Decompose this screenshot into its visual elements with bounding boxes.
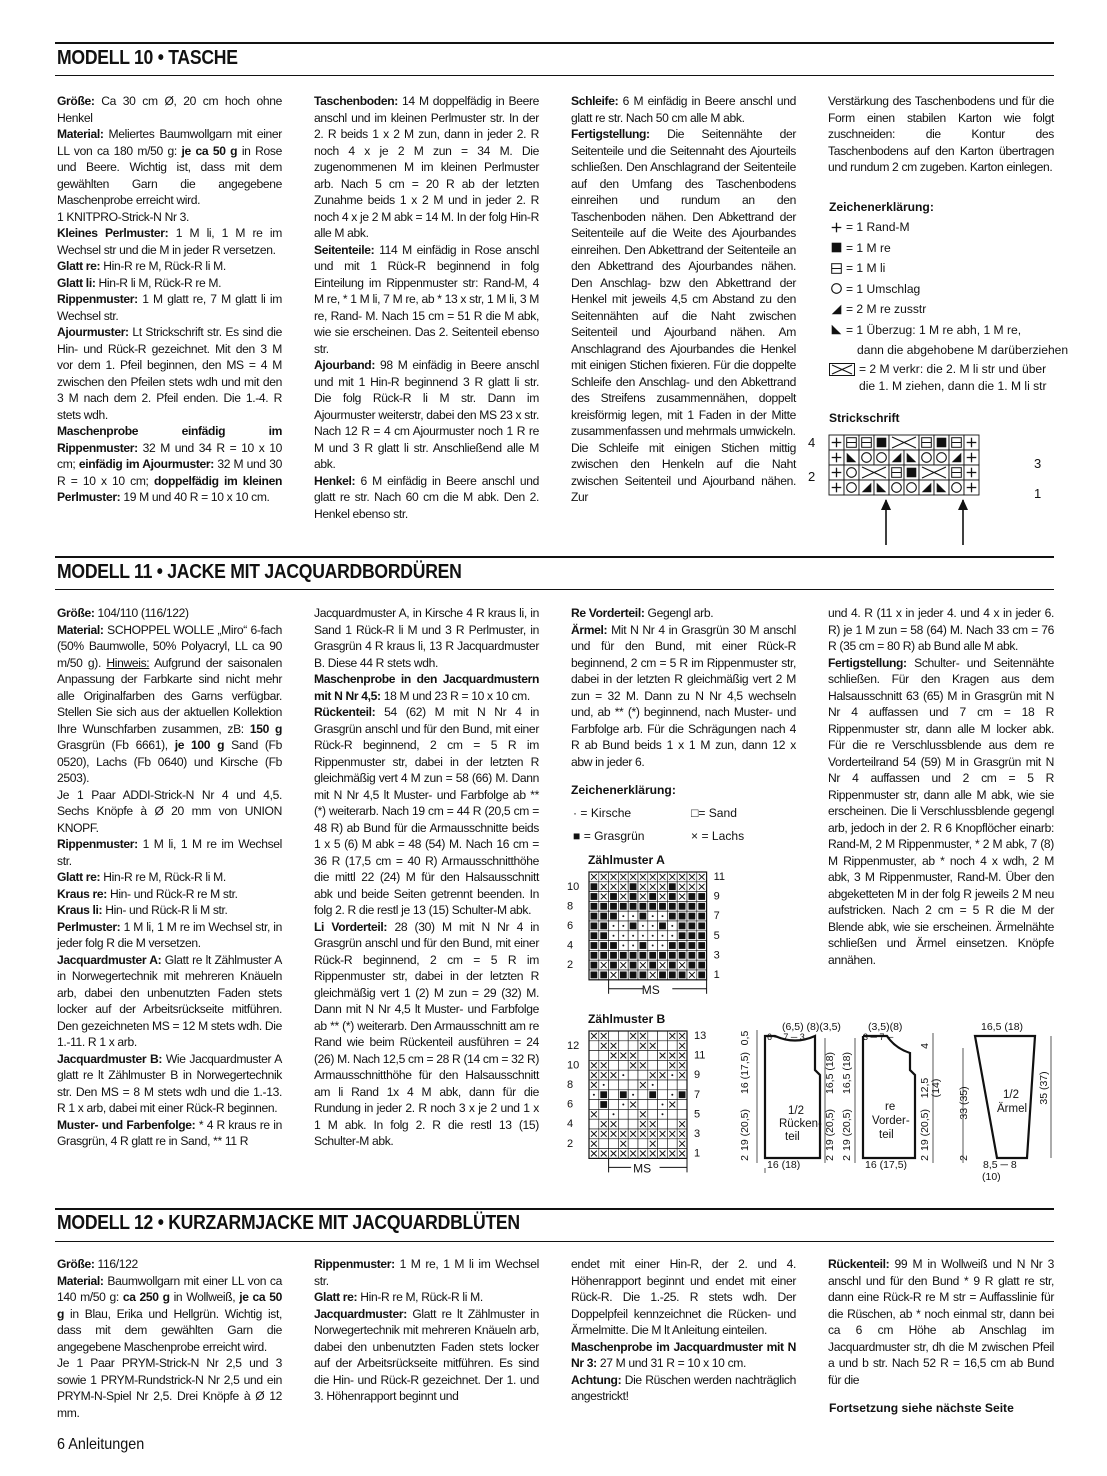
dimension-label: 16,5 (18) [824,1051,836,1095]
modell10-legend [829,217,1068,395]
paragraph-text: Ca 30 cm Ø, 20 cm hoch ohne Henkel [57,94,282,125]
paragraph-heading: Maschenprobe in den Jacquardmustern mit N Nr 4,5: [314,672,539,703]
paragraph-text: Mit N Nr 4 in Grasgrün 30 M anschl und für den Bund, mit einer Rück-R beginnend, 2 cm = 5 R im Rippenmuster str, dabei in der letzten R gleichmäßig vert 2 M zun = 32 M. Dann zu N Nr 4,5 wechseln und, ab ** (*) beginnend, nach Muster- und Farbfolge arb. Für die Schrägungen nach 4 R ab Bund beids 1 x 1 M zun, dann 12 x abw in jeder 6. [571,622,796,769]
paragraph [57,1355,282,1421]
dimension-label: (14) [930,1078,942,1098]
legend-text: die 1. M ziehen, dann die 1. M li str [859,378,1047,393]
grasgruen-symbol: ■ [573,829,581,843]
dimension-label: teil [879,1129,894,1141]
section-rule [55,589,1054,590]
paragraph-heading: Rückenteil: [314,705,376,719]
section-title-modell12: MODELL 12 • KURZARMJACKE MIT JACQUARDBLÜTEN [57,1212,520,1234]
dimension-label: Rücken- [779,1118,822,1130]
row-label: 5 [713,929,720,942]
paragraph [57,258,282,275]
paragraph-heading: Maschenprobe im Jacquardmuster mit N Nr 3: [571,1339,796,1370]
legend-title: Zeichenerklärung: [571,783,676,797]
paragraph-heading: Rippenmuster: [57,837,138,851]
paragraph-text: Hinweis: [106,655,150,670]
paragraph-text: Wie Jacquardmuster A glatt re lt Zählmuster B in Norwegertechnik str. Den MS = 8 M stets wdh und die 1.-13. R 1 x arb, dabei mit einer Rück-R beginnen. [57,1051,282,1115]
paragraph-heading: Jacquardmuster B: [57,1051,163,1066]
paragraph [57,605,282,622]
paragraph [57,869,282,886]
paragraph-heading: Glatt re: [57,259,101,273]
legend-row [829,299,1068,320]
dimension-label: 1/2 [1003,1089,1019,1101]
legend-text: = 2 M re zusstr [846,302,927,316]
paragraph-heading: ca 250 g [122,1290,170,1304]
cross-icon [829,363,855,376]
paragraph-text: Die Rüschen werden nachträglich angestrickt! [571,1372,796,1403]
paragraph-text: * 4 R kraus re in Grasgrün, 4 R glatt re in Sand, ** 11 R [57,1117,282,1148]
paragraph-text: Die Schleife mit einigen Stichen mittig zwischen den Henkeln auf die Naht zwischen Seitenteil und Ajourband nähen. Zur [571,440,796,504]
paragraph [57,622,282,787]
dimension-label: 6 ─ 7 ─ 3 [767,1032,805,1042]
paragraph [314,473,539,523]
paragraph-heading: Rückenteil: [828,1257,890,1271]
legend-text: = 1 Überzug: 1 M re abh, 1 M re, [846,322,1022,337]
legend-row [829,238,1068,259]
paragraph [57,93,282,126]
row-label: 10 [567,1059,580,1072]
paragraph-heading: Kleines Perlmuster: [57,226,169,240]
paragraph-heading: Jacquardmuster: [314,1306,407,1321]
paragraph [57,275,282,292]
paragraph-text: 18 M und 23 R = 10 x 10 cm. [380,688,530,703]
paragraph-text: 1 M re, 1 M li im Wechsel str. [314,1257,539,1288]
dimension-label: 19 (20,5) [824,1108,836,1152]
modell10-column-4: Verstärkung des Taschenbodens und für die Form einen stabilen Karton wie folgt zuschneiden: die Kontur des Taschenbodens auf den Karton übertragen und rundum 2 cm zugeben. Karton einlegen. [828,94,1054,174]
legend-row [829,258,1068,279]
zaehlmuster-a-chart [565,868,740,1008]
paragraph [571,1339,796,1372]
dimension-label: Ärmel [997,1103,1028,1115]
paragraph-text: in Blau, Erika und Hellgrün. Wichtig ist, dass mit dem gewählten Garn die angegebene Maschenprobe erreicht wird. [57,1306,282,1354]
paragraph-text: 54 (62) M mit N Nr 4 in Grasgrün anschl und für den Bund, mit einer Rück-R beginnend, 2 cm = 5 R im Rippenmuster str, dabei in der letzten R gleichmäßig vert 4 M zun = 58 (66) M. Dann mit N Nr 4,5 lt Muster- und Farbfolge ab ** (*) weiterarb. Nach 19 cm = 44 R (20,5 cm = 48 R) ab Bund für die Armausschnitte beids 1 x 5 (6) M abk = 48 (54) M. Nach 16 cm = 36 R (17,5 cm = 40 R) Armausschnitthöhe die mittl 22 (24) M für den Halsausschnitt abk und beide Seiten getrennt beenden. In folg 2. R die restl je 13 (15) Schulter-M abk. [314,705,539,917]
row-label: 2 [808,469,816,484]
legend-row [829,217,1068,238]
modell10-column-1 [57,93,282,506]
paragraph [571,1372,796,1405]
modell10-column-3 [571,93,796,506]
section-title-modell10: MODELL 10 • TASCHE [57,47,238,69]
dimension-label: 3 ─ 7 ─ [863,1032,894,1042]
paragraph-text: SCHOPPEL WOLLE „Miro“ 6-fach (50% Baumwolle, 50% Polyacryl, LL ca 90 m/50 g). [57,622,282,670]
ms-label: MS [633,1161,652,1176]
row-label: 3 [713,949,720,962]
paragraph-heading: je 100 g [174,738,225,752]
dimension-label: 1/2 [788,1105,804,1117]
modell12-column-4 [828,1256,1054,1388]
paragraph-text: Glatt re lt Zählmuster A in Norwegertechnik mit mehreren Knäueln arb, dabei den unbenutzten Faden stets locker auf der Arbeitsrückseite mitführen. Den gezeichneten MS = 12 M stets wdh. Die 1.-11. R 1 x arb. [57,952,282,1049]
dimension-label: 2 [841,1155,853,1161]
dimension-label: teil [785,1131,800,1143]
row-label: 8 [567,900,574,913]
modell10-column-2 [314,93,539,522]
paragraph [314,671,539,704]
paragraph-heading: Perlmuster: [57,919,121,934]
paragraph-text: 1 M glatt re, 7 M glatt li im Wechsel str. [57,292,282,323]
dimension-label: 16 (17,5) [739,1051,751,1095]
paragraph [314,1256,539,1289]
legend-row [829,340,1068,361]
paragraph-heading: Kraus re: [57,886,107,901]
paragraph-heading: Li Vorderteil: [314,919,388,934]
paragraph-heading: Schleife: [571,94,619,108]
paragraph [571,440,796,506]
paragraph-text: 14 M doppelfädig in Beere anschl und im kleinen Perlmuster str. In der 2. R beids 1 x 2 M zun, dann in jeder 2. R noch 4 x je 2 M zun = 34 M. Die zugenommenen M im kleinen Perlmuster arb. Nach 5 cm = 20 R ab der letzten Zunahme beids 1 x 2 M und in jeder 2. R noch 4 x je 2 M abk = 14 M. In der folg Hin-R alle M abk. [314,94,539,240]
paragraph [571,622,796,771]
paragraph-heading: je ca 50 g [57,1290,282,1321]
paragraph-heading: Fertigstellung: [571,127,650,141]
modell12-column-3 [571,1256,796,1405]
paragraph-text: Hin- und Rück-R re M str. [106,886,238,901]
paragraph-text: Je 1 Paar PRYM-Strick-N Nr 2,5 und 3 sowie 1 PRYM-Rundstrick-N Nr 2,5 und ein PRYM-N-Spiel Nr 2,5. Drei Knöpfe à Ø 12 mm. [57,1356,282,1420]
sand-symbol: □ [691,806,699,820]
modell11-legend [573,802,773,848]
paragraph-text: Hin-R re M, Rück-R li M. [357,1290,483,1304]
paragraph-text: 32 M und 34 R = 10 x 10 cm; [57,440,282,471]
paragraph-text: 6 M einfädig in Beere anschl und glatt re str. Nach 60 cm die M abk. Den 2. Henkel ebenso str. [314,473,539,521]
dimension-label: (10) [982,1171,1001,1183]
paragraph [57,291,282,324]
paragraph [571,605,796,622]
row-label: 4 [567,939,574,952]
modell11-column-2 [314,605,539,1150]
dimension-label: 16,5 (18) [981,1021,1024,1033]
lachs-symbol: × [691,829,699,843]
paragraph-heading: Glatt re: [57,870,101,884]
legend-text: = 1 M re [846,240,891,255]
row-label: 8 [567,1079,574,1091]
row-label: 2 [567,959,574,972]
dimension-label: 35 (37) [1038,1071,1050,1105]
paragraph-text: endet mit einer Hin-R, der 2. und 4. Höhenrapport beginnt und endet mit einer Rück-R. Die 1.-25. R stets wdh. Der Doppelpfeil kennzeichnet die Rücken- und Ärmelmitte. Die M lt Anleitung einteilen. [571,1257,796,1337]
paragraph-heading: Material: [57,1273,104,1288]
paragraph [57,1256,282,1273]
paragraph-text: in Rose und Beere. Wichtig ist, dass mit dem gewählten Garn die angegebene Maschenprobe erreicht wird. [57,143,282,207]
paragraph-heading: Material: [57,622,104,637]
legend-text: = Lachs [701,829,745,843]
paragraph-text: 6 M einfädig in Beere anschl und glatt re str. Nach 50 cm alle M abk. [571,94,796,125]
dimension-label: 33 (35) [958,1086,970,1120]
paragraph [57,952,282,1051]
dimension-label: 2 [739,1155,751,1161]
paragraph-heading: Fertigstellung: [828,655,907,670]
legend-row [829,320,1068,341]
paragraph-heading: Achtung: [571,1372,622,1387]
paragraph-text: Gegengl arb. [644,606,714,620]
paragraph-text: Schulter- und Seitennähte schließen. Für den Kragen aus dem Halsausschnitt 63 (65) M in Grasgrün mit N Nr 4 auffassen und 7 cm = 18 R Rippenmuster str, dann alle M locker abk. Für die re Verschlussblende aus dem re Vorderteilrand 54 (59) M in Grasgrün mit N Nr 4 auffassen und 2 cm = 5 R Rippenmuster str, dann alle M abk, wie sie erscheinen. Die li Verschlussblende gegengl arb, jedoch in der 2. R 6 Knopflöcher einarb: Rand-M, 2 M Rippenmuster, * 2 M abk, 7 (8) M Rippenmuster, ab * noch 4 x wdh, 2 M abk, 3 M Rippenmuster, Rand-M. Über den abgeketteten M in der folg R jeweils 2 M neu aufstricken. Nach 2 cm = 5 R die M der Blende abk, wie sie erscheinen. Ärmelnähte schließen und Ärmel einsetzen. Knöpfe annähen. [828,655,1054,967]
plus-icon [829,220,844,235]
paragraph-text: und 4. R (11 x in jeder 4. und 4 x in jeder 6. R) je 1 M zun = 58 (64) M. Nach 33 cm = 76 R (35 cm = 80 R) ab Bund alle M abk. [828,606,1054,653]
row-label: 9 [694,1069,701,1082]
row-label: 13 [694,1030,707,1042]
dimension-label: 16 (18) [767,1159,801,1171]
paragraph [314,1289,539,1306]
paragraph [828,605,1054,655]
zaehlmuster-b-title: Zählmuster B [588,1012,666,1026]
paragraph [571,1256,796,1339]
paragraph-text: 27 M und 31 R = 10 x 10 cm. [596,1356,746,1370]
paragraph [571,93,796,126]
continued-note: Fortsetzung siehe nächste Seite [829,1401,1014,1415]
legend-text: = 1 Rand-M [846,220,910,234]
zaehlmuster-b-chart [565,1027,715,1187]
paragraph-heading: Größe: [57,606,95,620]
arrow-head [881,499,891,510]
row-label: 11 [694,1049,706,1062]
row-label: 1 [713,969,720,981]
paragraph [57,126,282,209]
dimension-label: Vorder- [872,1115,910,1127]
paragraph-heading: einfädig im Ajourmuster: [78,457,214,471]
paragraph-heading: 150 g [249,721,282,736]
modell11-column-4 [828,605,1054,968]
page-footer: 6 Anleitungen [57,1436,145,1453]
paragraph-text: Aufgrund der saisonalen Anpassung der Farbkarte sind nicht mehr alle Originalfarben des Garns verfügbar. Stellen Sie sich aus der aktuellen Kollektion Ihre Wunschfarben zusammen, zB: [57,655,282,736]
dimension-label: 8,5 ─ 8 [983,1159,1017,1171]
paragraph-text: Jacquardmuster A, in Kirsche 4 R kraus li, in Sand 1 Rück-R li M und 3 R Perlmuster, in Grasgrün 4 R kraus li, 13 R Jacquardmuster B. Diese 44 R stets wdh. [314,606,539,670]
row-label: 7 [713,910,720,923]
row-label: 4 [567,1118,574,1131]
row-label: 1 [1034,486,1042,501]
arrow-head [958,499,968,510]
modell12-column-2 [314,1256,539,1405]
legend-text: = 1 M li [846,261,886,275]
legend-row [829,279,1068,300]
modell12-column-1 [57,1256,282,1421]
row-label: 11 [713,871,726,883]
paragraph [57,1051,282,1117]
legend-row [829,361,1068,378]
paragraph-heading: Ajourmuster: [57,325,129,339]
dimension-label: 2 [824,1155,836,1161]
paragraph [57,209,282,226]
modell11-column-3 [571,605,796,770]
paragraph [57,1117,282,1150]
row-label: 1 [694,1147,701,1160]
circle-icon [829,281,844,296]
paragraph [314,919,539,1150]
paragraph [314,93,539,242]
paragraph-text: 98 M einfädig in Beere anschl und mit 1 Hin-R beginnend 3 R glatt li str. Die folg Rück-R li M str. Dann im Ajourmuster weiterstr, dabei den MS 23 x str. Nach 12 R = 4 cm Ajourmuster noch 1 R re M und 3 R glatt li str. Anschließend alle M abk. [314,358,539,471]
strickschrift-chart [800,430,1060,555]
paragraph [57,1273,282,1356]
kirsche-symbol: · [573,806,578,820]
row-label: 7 [694,1088,701,1101]
legend-row [829,378,1068,395]
paragraph-heading: Ärmel: [571,622,608,637]
row-label: 10 [567,880,580,893]
dimension-label: 19 (20,5) [919,1108,931,1152]
paragraph-heading: Material: [57,127,104,141]
paragraph [314,704,539,919]
legend-text: = Grasgrün [583,829,645,843]
paragraph-text: in Wollweiß, [169,1290,240,1304]
row-label: 3 [1034,456,1042,471]
paragraph-heading: Re Vorderteil: [571,606,645,620]
row-label: 5 [694,1108,701,1121]
paragraph-heading: Größe: [57,94,95,108]
paragraph-text: Glatt re lt Zählmuster in Norwegertechnik mit mehreren Knäueln arb, dabei den unbenutzten Faden stets locker auf der Arbeitsrückseite mitführen. Es sind die Hin- und Rück-R gezeichnet. Der 1. und 3. Höhenrapport beginnt und [314,1306,539,1403]
row-label: 3 [694,1128,701,1140]
dimension-label: 0,5 [739,1030,751,1046]
paragraph [57,919,282,952]
paragraph-heading: Glatt li: [57,275,96,290]
paragraph-text: Hin-R re M, Rück-R li M. [100,259,226,273]
paragraph-heading: Ajourband: [314,358,375,372]
paragraph [57,787,282,837]
legend-text: = Sand [698,806,737,820]
paragraph-heading: doppelfädig im kleinen Perlmuster: [57,473,282,504]
paragraph [314,242,539,358]
paragraph-text: Grasgrün (Fb 6661), [57,738,175,752]
section-title-modell11: MODELL 11 • JACKE MIT JACQUARDBORDÜREN [57,561,462,583]
paragraph [57,423,282,506]
paragraph-text: 1 KNITPRO-Strick-N Nr 3. [57,209,190,224]
paragraph-heading: Maschenprobe einfädig im Rippenmuster: [57,424,282,455]
dimension-label: 19 (20,5) [841,1108,853,1152]
paragraph [57,902,282,919]
k2tog-icon [829,302,844,317]
row-label: 6 [567,1098,574,1111]
paragraph-text: Hin-R li M, Rück-R re M. [95,275,222,290]
paragraph-text: 1 M li, 1 M re im Wechsel str und die M in jeder R versetzen. [57,226,282,257]
paragraph-text: Je 1 Paar ADDI-Strick-N Nr 4 und 4,5. Sechs Knöpfe à Ø 20 mm von UNION KNOPF. [57,787,282,835]
paragraph-text: Lt Strickschrift str. Es sind die Hin- und Rück-R gezeichnet. Mit den 3 M vor dem 1. Pfeil beginnen, den MS = 4 M zwischen den Pfeilen stets wdh und mit den 3 M nach dem 2. Pfeil enden. Die 1.-4. R stets wdh. [57,325,282,422]
dimension-label: (3,5)(8) [868,1021,903,1033]
paragraph [314,605,539,671]
schematic-diagram [735,1018,1055,1193]
paragraph-heading: Größe: [57,1257,95,1271]
paragraph-heading: Jacquardmuster A: [57,952,162,967]
row-label: 4 [808,435,816,450]
paragraph [314,357,539,473]
paragraph-heading: Rippenmuster: [57,292,138,306]
paragraph-heading: Muster- und Farbenfolge: [57,1117,196,1132]
paragraph [57,836,282,869]
paragraph-text: 19 M und 40 R = 10 x 10 cm. [120,490,270,504]
section-rule-top [55,42,1054,44]
row-label: 2 [567,1137,574,1150]
filled-square-icon [829,240,844,255]
paragraph-text: 104/110 (116/122) [94,606,189,620]
paragraph-text: Meliertes Baumwollgarn mit einer LL von ca 180 m/50 g: [57,127,282,158]
dimension-label: 12,5 [919,1077,931,1099]
skp-icon [829,322,844,337]
legend-text: = 1 Umschlag [846,281,921,296]
paragraph-heading: Rippenmuster: [314,1257,395,1271]
paragraph-text: Hin-R re M, Rück-R li M. [100,870,226,884]
legend-text: dann die abgehobene M darüberziehen [857,343,1069,357]
chart-title: Strickschrift [829,411,900,425]
legend-title: Zeichenerklärung: [829,200,934,214]
dimension-label: 4 [919,1043,931,1049]
paragraph [571,126,796,440]
row-label: 12 [567,1039,580,1052]
paragraph-heading: je ca 50 g [181,143,238,158]
dimension-label: 16,5 (18) [841,1051,853,1095]
paragraph-text: Sand (Fb 0520), Lachs (Fb 0640) und Kirsche (Fb 2503). [57,738,282,785]
section-rule [55,75,1054,76]
section-rule [55,1241,1054,1242]
paragraph [314,1306,539,1405]
dimension-label: 2 [958,1155,970,1161]
paragraph [828,1256,1054,1388]
paragraph-text: 1 M li, 1 M re im Wechsel str, in jeder folg R die M versetzen. [57,919,282,950]
modell11-column-1 [57,605,282,1150]
paragraph [57,886,282,903]
paragraph [57,225,282,258]
paragraph-text: 116/122 [94,1257,138,1271]
legend-text: = 2 M verkr: die 2. M li str und über [859,361,1047,376]
dimension-label: (6,5) (8)(3,5) [782,1021,841,1033]
paragraph-text: Die Seitennähte der Seitenteile und die Seitennaht des Ajourteils schließen. Den Anschlagrand der Seitenteile auf den Umfang des Taschenbodens einreihen und rundum an den Taschenboden nähen. Den Abkettrand der Seitenteile auf die Weite des Ajourbandes einreihen. Den Abkettrand der Seitenteile an den Abkettrand des Ajourbandes nähen. Den Anschlag- bzw den Abkettrand der Henkel mit jeweils 4,5 cm Abstand zu den Seitennähten auf die Naht zwischen Seitenteil und Ajourband nähen. Am Anschlagrand des Ajourbandes die Henkel mit einigen Stichen fixieren. Für die doppelte Schleife den Anschlag- und den Abkettrand des Streifens zusammennähen, doppelt kreisförmig legen, mit 1 Faden in der Mitte zusammenfassen und mehrmals umwickeln. [571,127,796,438]
dimension-label: re [885,1101,896,1113]
paragraph-heading: Glatt re: [314,1290,358,1304]
paragraph-text: 1 M li, 1 M re im Wechsel str. [57,837,282,868]
dimension-label: 19 (20,5) [739,1108,751,1152]
paragraph [57,324,282,423]
paragraph-text: Baumwollgarn mit einer LL von ca 140 m/50 g: [57,1273,282,1304]
paragraph-text: Hin- und Rück-R li M str. [102,903,228,917]
dimension-label: 16 (17,5) [865,1159,908,1171]
legend-text: = Kirsche [580,806,632,820]
paragraph-text: 99 M in Wollweiß und N Nr 3 anschl und für den Bund * 9 R glatt re str, dann eine Rück-R re M str = Auffasslinie für die Rüschen, ab * noch einmal str, dann bei ca 6 cm Höhe ab Anschlag im Jacquardmuster str, dh die M zwischen Pfeil a und b str. Nach 52 R = 16,5 cm ab Bund für die [828,1257,1054,1387]
zaehlmuster-a-title: Zählmuster A [588,853,665,867]
dimension-label: 2 [919,1155,931,1161]
paragraph-heading: Kraus li: [57,903,103,917]
section-rule-top [55,556,1054,558]
paragraph-text: 28 (30) M mit N Nr 4 in Grasgrün anschl und für den Bund, mit einer Rück-R beginnend, 2 cm = 5 R im Rippenmuster str, dabei in der letzten R gleichmäßig vert 1 (2) M zun = 29 (32) M. Dann mit N Nr 4,5 lt Muster- und Farbfolge ab ** (*) weiterarb. Den Armausschnitt am re Rand wie beim Rückenteil ausführen = 24 (26) M. Nach 12,5 cm = 28 R (14 cm = 32 R) Armausschnitthöhe für den Halsausschnitt am li Rand 1x 4 M abk, dann für die Rundung in jeder 2. R noch 3 x je 2 und 1 x 1 M abk. In folg 2. R die restl 13 (15) Schulter-M abk. [314,919,539,1148]
row-label: 6 [567,920,574,932]
paragraph [828,655,1054,969]
paragraph-text: 114 M einfädig in Rose anschl und mit 1 Rück-R beginnend in folg Einteilung im Rippenmuster str: Rand-M, 4 M re, * 1 M li, 7 M re, ab * 13 x str, 1 M li, 3 M re, Rand- M. Nach 15 cm = 51 R die M abk, wie sie erscheinen. Das 2. Seitenteil ebenso str. [314,242,539,356]
paragraph-heading: Henkel: [314,473,356,488]
line-square-icon [829,261,844,276]
paragraph-text: 32 M und 30 R = 10 x 10 cm; [57,457,282,488]
section-rule-top [55,1208,1054,1210]
row-label: 9 [713,890,720,903]
paragraph-heading: Seitenteile: [314,242,375,257]
paragraph-heading: Taschenboden: [314,94,398,108]
ms-label: MS [641,982,660,997]
